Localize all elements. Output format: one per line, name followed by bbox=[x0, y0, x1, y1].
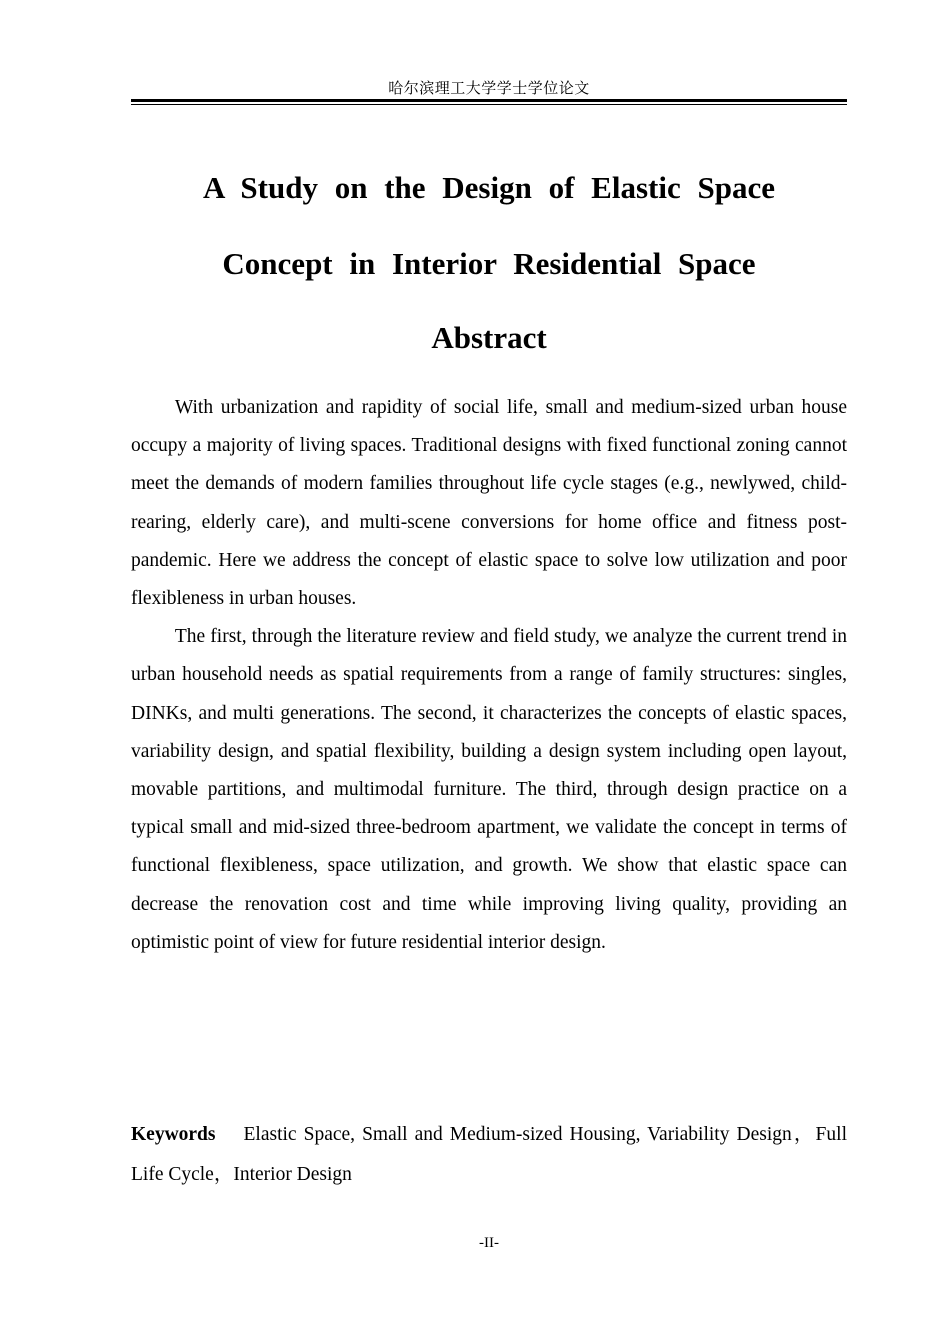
title-line-2: Concept in Interior Residential Space bbox=[222, 246, 756, 281]
keywords-label: Keywords bbox=[131, 1124, 216, 1145]
page-number: -II- bbox=[479, 1235, 499, 1251]
abstract-paragraph-2: The first, through the literature review and field study, we analyze the current trend in urban household needs as spatial requirements from a range of family structures: singles, DINKs, and multi generations. The second, it characterizes the concepts of elastic spaces, variability design, and spatial flexibility, building a design system including open layout, movable partitions, and multimodal furniture. The third, through design practice on a typical small and mid-sized three-bedroom apartment, we validate the concept in terms of functional flexibleness, space utilization, and growth. We show that elastic space can decrease the renovation cost and time while improving living quality, providing an optimistic point of view for future residential interior design. bbox=[131, 626, 847, 953]
title-line-1: A Study on the Design of Elastic Space bbox=[203, 170, 775, 205]
keywords-line bbox=[131, 1115, 847, 1195]
running-header: 哈尔滨理工大学学士学位论文 bbox=[388, 81, 590, 97]
paper-title bbox=[131, 150, 847, 302]
header-rule-thin bbox=[131, 104, 847, 105]
abstract-heading: Abstract bbox=[431, 320, 547, 355]
keywords-text: Elastic Space, Small and Medium-sized Housing, Variability Design，Full Life Cycle，Interior Design bbox=[131, 1124, 847, 1185]
header-rule-thick bbox=[131, 99, 847, 102]
abstract-body bbox=[131, 389, 847, 962]
abstract-paragraph-1: With urbanization and rapidity of social life, small and medium-sized urban house occupy a majority of living spaces. Traditional designs with fixed functional zoning cannot meet the demands of modern families throughout life cycle stages (e.g., newlywed, child-rearing, elderly care), and multi-scene conversions for home office and fitness post-pandemic. Here we address the concept of elastic space to solve low utilization and poor flexibleness in urban houses. bbox=[131, 397, 847, 610]
